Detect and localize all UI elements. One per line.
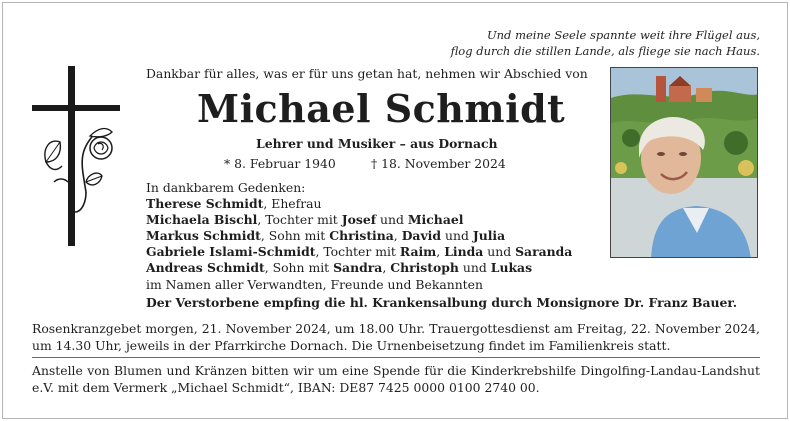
family-member-line (146, 212, 572, 228)
birth-date: * 8. Februar 1940 (224, 156, 336, 171)
family-member-relation: , (436, 244, 445, 260)
family-closing: im Namen aller Verwandten, Freunde und Bekannten (146, 276, 483, 292)
family-member-relation: , (393, 228, 402, 244)
family-member-relation: und (376, 212, 408, 228)
divider (32, 357, 760, 358)
family-member-relation: , Ehefrau (263, 196, 322, 212)
portrait-photo (610, 67, 758, 258)
family-member-name: Christoph (390, 260, 459, 276)
family-member-name: David (401, 228, 442, 244)
deceased-name: Michael Schmidt (197, 86, 566, 131)
family-member-relation: , Sohn mit (264, 260, 334, 276)
family-member-relation: , Tochter mit (315, 244, 400, 260)
family-member-name: Michael (407, 212, 464, 228)
family-member-line (146, 244, 572, 260)
cross-with-rose-icon (26, 62, 126, 252)
family-member-relation: und (483, 244, 516, 260)
motto-verse (451, 27, 760, 59)
motto-line-2: flog durch die stillen Lande, als fliege sie nach Haus. (450, 44, 760, 58)
donation-info: Anstelle von Blumen und Kränzen bitten wir um eine Spende für die Kinderkrebshilfe Dingolfing-Landau-Landshut e.V. mit dem Vermerk „Michael Schmidt“, IBAN: DE87 7425 0000 0100 2740 00. (32, 363, 760, 395)
family-member-line (146, 228, 572, 244)
family-member-relation: und (458, 260, 491, 276)
family-member-name: Markus Schmidt (146, 228, 261, 244)
death-date: † 18. November 2024 (371, 156, 506, 171)
intro-text: Dankbar für alles, was er für uns getan hat, nehmen wir Abschied von (146, 66, 588, 81)
service-info: Rosenkranzgebet morgen, 21. November 2024, um 18.00 Uhr. Trauergottesdienst am Freitag, 22. November 2024, um 14.30 Uhr, jeweils in der Pfarrkirche Dornach. Die Urnenbeisetzung findet im Familienkreis statt. (32, 321, 760, 353)
family-member-line (146, 196, 572, 212)
family-member-name: Julia (472, 228, 506, 244)
family-member-relation: , Sohn mit (260, 228, 330, 244)
family-member-name: Andreas Schmidt (146, 260, 265, 276)
family-member-name: Sandra (333, 260, 383, 276)
motto-line-1: Und meine Seele spannte weit ihre Flügel aus, (486, 28, 760, 42)
family-member-line (146, 260, 572, 276)
family-list (146, 180, 572, 293)
family-heading: In dankbarem Gedenken: (146, 180, 306, 195)
family-member-relation: und (441, 228, 473, 244)
family-member-relation: , (382, 260, 391, 276)
family-member-name: Raim (399, 244, 437, 260)
family-member-name: Therese Schmidt (146, 196, 264, 212)
deceased-subtitle: Lehrer und Musiker – aus Dornach (256, 136, 498, 151)
sacrament-note: Der Verstorbene empfing die hl. Krankensalbung durch Monsignore Dr. Franz Bauer. (146, 295, 738, 310)
family-member-name: Michaela Bischl (146, 212, 258, 228)
family-member-name: Christina (329, 228, 394, 244)
family-member-name: Lukas (490, 260, 533, 276)
family-member-relation: , Tochter mit (257, 212, 342, 228)
family-members (146, 196, 572, 276)
family-member-name: Saranda (515, 244, 573, 260)
family-member-name: Josef (341, 212, 377, 228)
family-member-name: Gabriele Islami-Schmidt (146, 244, 316, 260)
family-member-name: Linda (444, 244, 484, 260)
portrait-image (611, 68, 758, 258)
